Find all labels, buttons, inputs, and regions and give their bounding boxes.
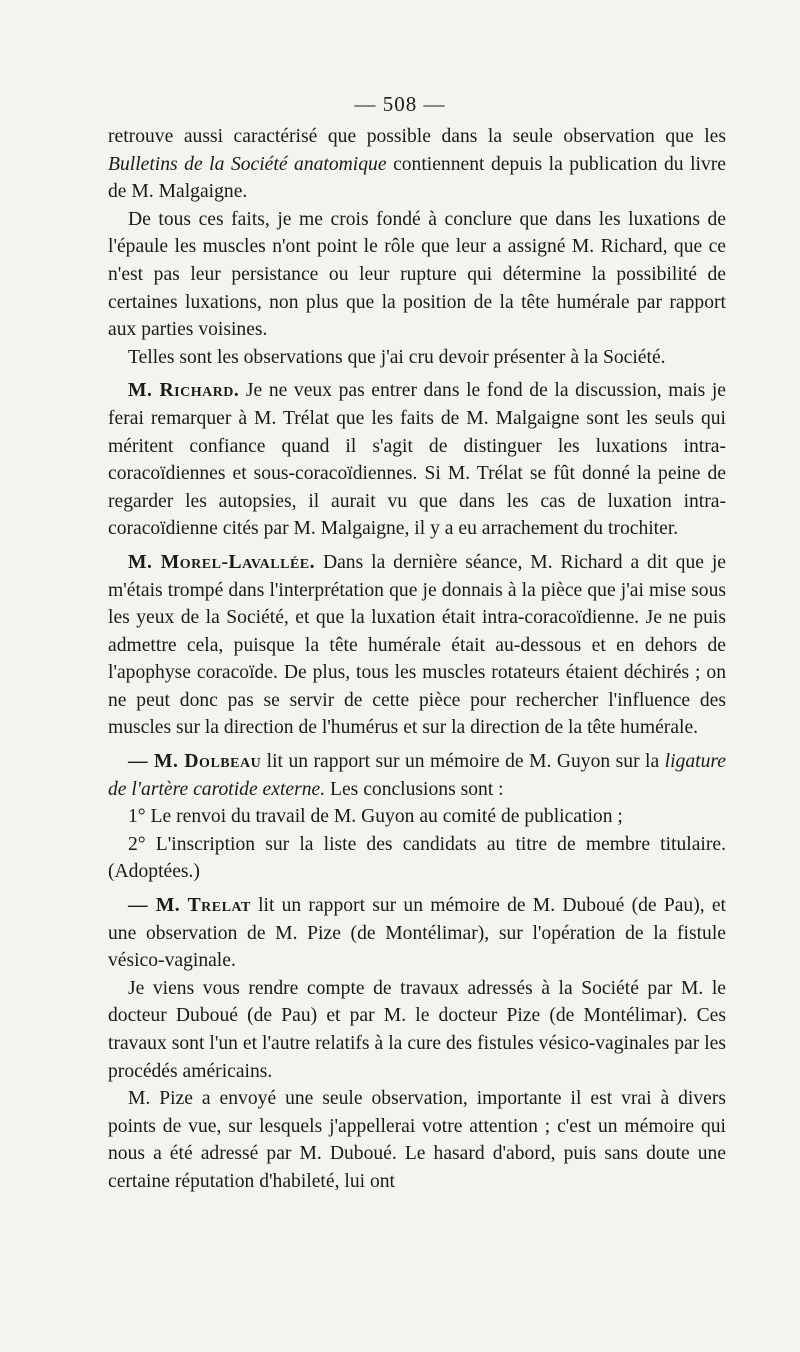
paragraph-text: 2° L'inscription sur la liste des candidats au titre de membre titulaire. (Adoptées.) <box>108 833 726 883</box>
paragraph <box>108 892 726 975</box>
speaker-name: M. Richard. <box>128 380 240 402</box>
paragraph <box>108 549 726 742</box>
paragraph-text: Je viens vous rendre compte de travaux adressés à la Société par M. le docteur Duboué (de Pau) et par M. le docteur Pize (de Montélimar). Ces travaux sont l'un et l'autre relatifs à la cure des fistules vésico-vaginales par les procédés américains. <box>108 977 726 1082</box>
paragraph <box>108 1085 726 1195</box>
paragraph-text: Je ne veux pas entrer dans le fond de la discussion, mais je ferai remarquer à M. Trélat que les faits de M. Malgaigne sont les seuls qui méritent confiance quand il s'agit de distinguer les luxations intra-coracoïdiennes et sous-coracoïdiennes. Si M. Trélat se fût donné la peine de regarder les autopsies, il aurait vu que dans les cas de luxation intra-coracoïdienne cités par M. Malgaigne, il y a eu arrachement du trochiter. <box>108 380 726 540</box>
body-text <box>108 123 726 1196</box>
list-item <box>108 803 726 831</box>
paragraph-text: M. Pize a envoyé une seule observation, importante il est vrai à divers points de vue, sur lesquels j'appellerai votre attention ; c'est un mémoire qui nous a été adressé par M. Duboué. Le hasard d'abord, puis sans doute une certaine réputation d'habileté, lui ont <box>108 1088 726 1192</box>
paragraph <box>108 377 726 543</box>
paragraph-text: retrouve aussi caractérisé que possible dans la seule observation que les <box>108 126 726 147</box>
speaker-name: M. Morel-Lavallée. <box>128 551 316 573</box>
speaker-name: — M. Dolbeau <box>128 751 262 773</box>
paragraph <box>108 344 726 372</box>
paragraph-text: Dans la dernière séance, M. Richard a dit que je m'étais trompé dans l'interprétation que je donnais à la pièce que j'ai mise sous les yeux de la Société, et que la luxation était intra-coracoïdienne. Je ne puis admettre cela, puisque la tête humérale était au-dessous et en dehors de l'apophyse coracoïde. De plus, tous les muscles rotateurs étaient déchirés ; on ne peut donc pas se servir de cette pièce pour rechercher l'influence des muscles sur la direction de l'humérus et sur la direction de la tête humérale. <box>108 551 726 739</box>
paragraph <box>108 206 726 344</box>
italic-title: Bulletins de la Société anatomique <box>108 153 387 175</box>
speaker-name: — M. Trelat <box>128 895 251 917</box>
paragraph-text: lit un rapport sur un mémoire de M. Guyon sur la <box>261 751 665 773</box>
paragraph-text: Telles sont les observations que j'ai cru devoir présenter à la Société. <box>128 346 666 368</box>
paragraph-text: contiennent depuis la publication du livre de M. Malgaigne. <box>108 153 726 203</box>
paragraph-text: lit un rapport sur un mémoire de M. Duboué (de Pau), et une observation de M. Pize (de Montélimar), sur l'opération de la fistule vésico-vaginale. <box>108 895 726 972</box>
list-item <box>108 831 726 886</box>
page-number: — 508 — <box>354 92 446 116</box>
paragraph <box>108 123 726 206</box>
paragraph <box>108 748 726 803</box>
paragraph-text: Les conclusions sont : <box>325 778 504 800</box>
paragraph-text: 1° Le renvoi du travail de M. Guyon au comité de publication ; <box>128 806 623 828</box>
paragraph <box>108 975 726 1085</box>
italic-title: ligature de l'artère carotide externe. <box>108 751 726 800</box>
paragraph-text: De tous ces faits, je me crois fondé à conclure que dans les luxations de l'épaule les muscles n'ont point le rôle que leur a assigné M. Richard, que ce n'est pas leur persistance ou leur rupture qui détermine la possibilité de certaines luxations, non plus que la position de la tête humérale par rapport aux parties voisines. <box>108 208 726 341</box>
